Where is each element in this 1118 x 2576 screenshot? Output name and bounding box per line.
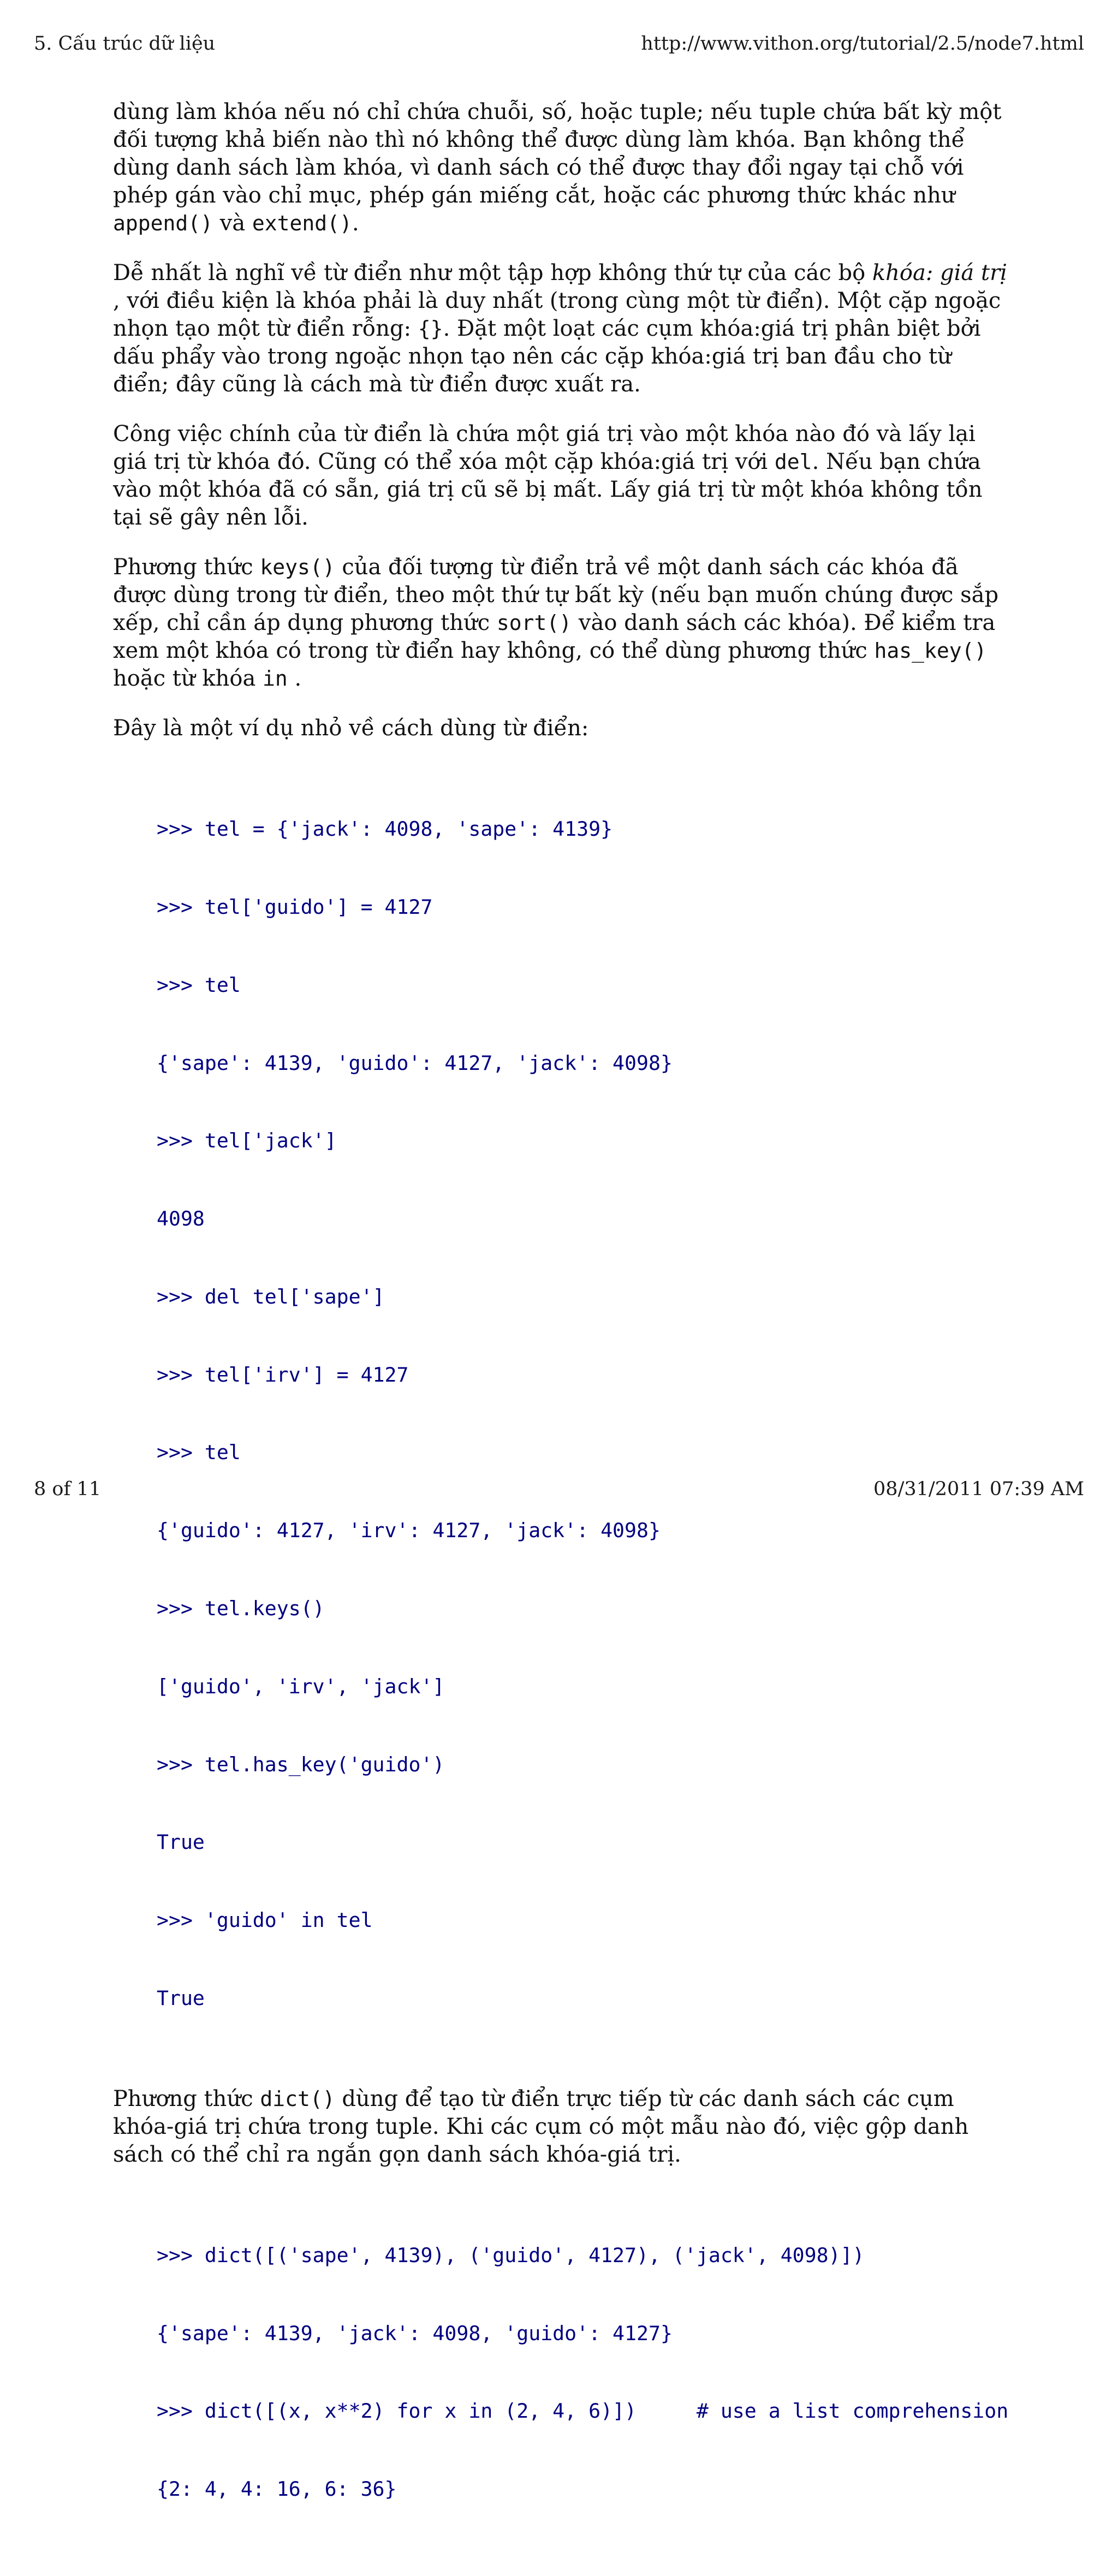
code-line: {'sape': 4139, 'guido': 4127, 'jack': 4098} — [157, 1051, 673, 1075]
inline-code-dict: dict() — [260, 2086, 335, 2111]
paragraph-dict-keys-method — [113, 554, 1008, 693]
code-line: ['guido', 'irv', 'jack'] — [157, 1674, 445, 1698]
paragraph-dict-operations — [113, 420, 1008, 532]
code-line: True — [157, 1986, 205, 2010]
paragraph-text: . Đặt một loạt các cụm khóa:giá trị phân biệt bởi dấu phẩy vào trong ngoặc nhọn tạo nên các cặp khóa:giá trị ban đầu cho từ điển; đây cũng là cách mà từ điển được xuất ra. — [113, 316, 981, 397]
inline-code-has-key: has_key() — [874, 639, 987, 663]
code-line: >>> del tel['sape'] — [157, 1284, 385, 1308]
code-example-dict-constructor — [157, 2191, 1008, 2554]
paragraph-text: . — [287, 666, 302, 691]
code-line: >>> tel.keys() — [157, 1597, 325, 1620]
paragraph-text: Phương thức — [113, 2086, 260, 2111]
paragraph-text: dùng làm khóa nếu nó chỉ chứa chuỗi, số, hoặc tuple; nếu tuple chứa bất kỳ một đối tượng khả biến nào thì nó không thể được dùng làm khóa. Bạn không thể dùng danh sách làm khóa, vì danh sách có thể được thay đổi ngay tại chỗ với phép gán vào chỉ mục, phép gán miếng cắt, hoặc các phương thức khác như — [113, 99, 1002, 208]
code-line: >>> tel — [157, 973, 241, 997]
page-header — [34, 33, 1084, 55]
paragraph-text: , với điều kiện là khóa phải là duy nhất (trong cùng một từ điển). Một cặp ngoặc nhọn tạo một từ điển rỗng: — [113, 288, 1001, 341]
inline-code-append: append() — [113, 211, 213, 235]
page-number: 8 of 11 — [34, 1478, 102, 1500]
paragraph-dict-concept — [113, 259, 1008, 398]
paragraph-text: vào danh sách các khóa). Để kiểm tra xem một khóa có trong từ điển hay không, có thể dùng phương thức — [113, 610, 996, 663]
inline-code-empty-dict: {} — [418, 317, 443, 341]
document-body — [113, 98, 1008, 2576]
paragraph-text: . Nếu bạn chứa vào một khóa đã có sẵn, giá trị cũ sẽ bị mất. Lấy giá trị từ một khóa không tồn tại sẽ gây nên lỗi. — [113, 449, 983, 530]
code-line: >>> dict([('sape', 4139), ('guido', 4127), ('jack', 4098)]) — [157, 2243, 865, 2267]
paragraph-text: Dễ nhất là nghĩ về từ điển như một tập hợp không thứ tự của các bộ — [113, 260, 872, 285]
paragraph-text: Đây là một ví dụ nhỏ về cách dùng từ điển: — [113, 716, 589, 741]
code-line: >>> tel = {'jack': 4098, 'sape': 4139} — [157, 817, 613, 841]
paragraph-text: dùng để tạo từ điển trực tiếp từ các danh sách các cụm khóa-giá trị chứa trong tuple. Khi các cụm có một mẫu nào đó, việc gộp danh sách có thể chỉ ra ngắn gọn danh sách khóa-giá trị. — [113, 2086, 969, 2167]
paragraph-text: Phương thức — [113, 555, 260, 580]
inline-code-sort: sort() — [496, 611, 572, 635]
code-line: {2: 4, 4: 16, 6: 36} — [157, 2477, 397, 2501]
header-title: 5. Cấu trúc dữ liệu — [34, 33, 216, 55]
paragraph-text: và — [213, 211, 252, 236]
code-line: {'guido': 4127, 'irv': 4127, 'jack': 4098} — [157, 1519, 661, 1543]
paragraph-text: . — [352, 211, 359, 236]
page-footer — [34, 1478, 1084, 1500]
header-url: http://www.vithon.org/tutorial/2.5/node7.html — [641, 33, 1084, 55]
code-line: >>> tel.has_key('guido') — [157, 1752, 445, 1776]
code-line: >>> tel['irv'] = 4127 — [157, 1363, 409, 1387]
code-line: True — [157, 1830, 205, 1854]
print-timestamp: 08/31/2011 07:39 AM — [873, 1478, 1084, 1500]
inline-code-keys: keys() — [260, 555, 335, 579]
inline-code-extend: extend() — [252, 211, 352, 235]
code-line: {'sape': 4139, 'jack': 4098, 'guido': 4127} — [157, 2321, 673, 2345]
code-line: 4098 — [157, 1207, 205, 1231]
emphasis-key-value: khóa: giá trị — [872, 260, 1007, 285]
paragraph-text: của đối tượng từ điển trả về một danh sách các khóa đã được dùng trong từ điển, theo một thứ tự bất kỳ (nếu bạn muốn chúng được sắp xếp, chỉ cần áp dụng phương thức — [113, 555, 999, 635]
paragraph-dict-constructor — [113, 2085, 1008, 2169]
paragraph-dict-keys-immutable — [113, 98, 1008, 237]
paragraph-example-intro — [113, 715, 1008, 742]
inline-code-in: in — [263, 667, 288, 691]
paragraph-text: Công việc chính của từ điển là chứa một giá trị vào một khóa nào đó và lấy lại giá trị từ khóa đó. Cũng có thể xóa một cặp khóa:giá trị với — [113, 421, 976, 474]
code-line: >>> dict([(x, x**2) for x in (2, 4, 6)]) # use a list comprehension — [157, 2399, 1009, 2423]
code-line: >>> tel — [157, 1441, 241, 1465]
code-line: >>> tel['guido'] = 4127 — [157, 895, 433, 919]
paragraph-text: hoặc từ khóa — [113, 666, 263, 691]
code-line: >>> 'guido' in tel — [157, 1908, 373, 1932]
inline-code-del: del — [774, 450, 812, 474]
code-line: >>> tel['jack'] — [157, 1129, 337, 1153]
code-example-dict-usage — [157, 764, 1008, 2063]
